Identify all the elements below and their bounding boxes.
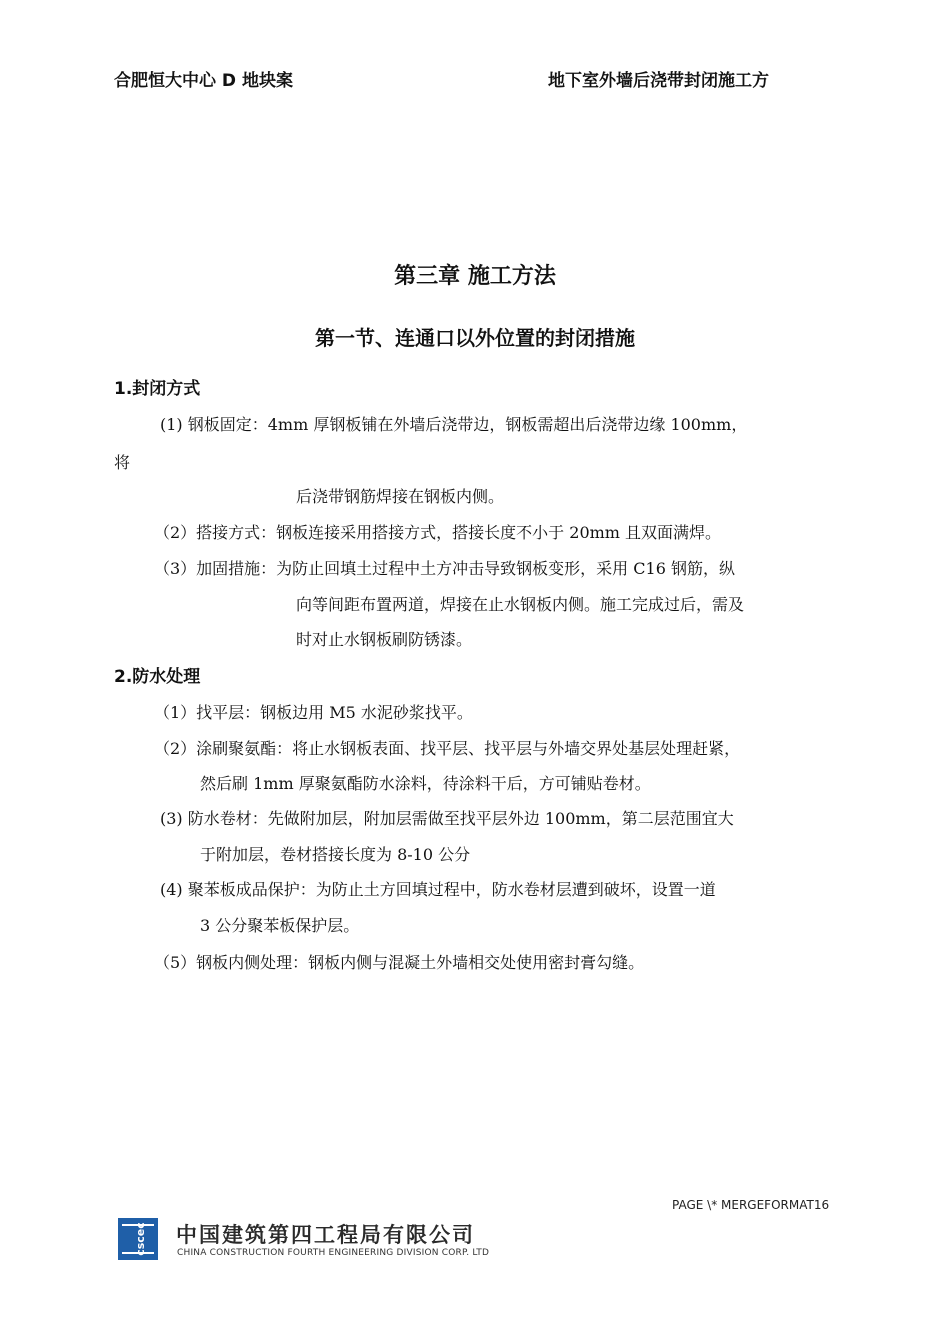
- header-document-title: 地下室外墙后浇带封闭施工方: [548, 71, 769, 91]
- part2-line: （5）钢板内侧处理：钢板内侧与混凝土外墙相交处使用密封膏勾缝。: [154, 953, 645, 972]
- company-name-en: CHINA CONSTRUCTION FOURTH ENGINEERING DIVISION CORP. LTD: [177, 1248, 490, 1258]
- part2-line: 于附加层，卷材搭接长度为 8-10 公分: [200, 845, 471, 864]
- part1-line: 将: [114, 453, 131, 472]
- chapter-title: 第三章 施工方法: [394, 264, 556, 289]
- header-project-name: 合肥恒大中心 D 地块案: [114, 71, 293, 91]
- cscec-logo-icon: [118, 1218, 158, 1260]
- part2-heading: 2.防水处理: [114, 667, 201, 687]
- part2-line: （1）找平层：钢板边用 M5 水泥砂浆找平。: [154, 703, 473, 722]
- part1-line: 向等间距布置两道，焊接在止水钢板内侧。施工完成过后，需及: [296, 595, 745, 614]
- company-name-cn: 中国建筑第四工程局有限公司: [176, 1223, 475, 1247]
- part1-line: 后浇带钢筋焊接在钢板内侧。: [296, 487, 505, 506]
- part1-heading: 1.封闭方式: [114, 379, 201, 399]
- part1-line: （3）加固措施：为防止回填土过程中土方冲击导致钢板变形，采用 C16 钢筋，纵: [154, 559, 735, 578]
- svg-text:cscec: cscec: [134, 1222, 147, 1256]
- part2-line: 然后刷 1mm 厚聚氨酯防水涂料，待涂料干后，方可铺贴卷材。: [200, 774, 651, 793]
- part1-line: （2）搭接方式：钢板连接采用搭接方式，搭接长度不小于 20mm 且双面满焊。: [154, 523, 722, 542]
- part2-line: （2）涂刷聚氨酯：将止水钢板表面、找平层、找平层与外墙交界处基层处理赶紧，: [154, 739, 741, 758]
- part2-line: (3) 防水卷材：先做附加层，附加层需做至找平层外边 100mm，第二层范围宜大: [160, 809, 734, 828]
- part1-line: 时对止水钢板刷防锈漆。: [296, 630, 473, 649]
- section-title: 第一节、连通口以外位置的封闭措施: [315, 326, 635, 350]
- part2-line: 3 公分聚苯板保护层。: [200, 916, 360, 935]
- part2-line: (4) 聚苯板成品保护：为防止土方回填过程中，防水卷材层遭到破坏，设置一道: [160, 880, 716, 899]
- part1-line: (1) 钢板固定：4mm 厚钢板铺在外墙后浇带边，钢板需超出后浇带边缘 100mm，: [160, 415, 748, 434]
- page-number-field: PAGE \* MERGEFORMAT16: [672, 1198, 830, 1212]
